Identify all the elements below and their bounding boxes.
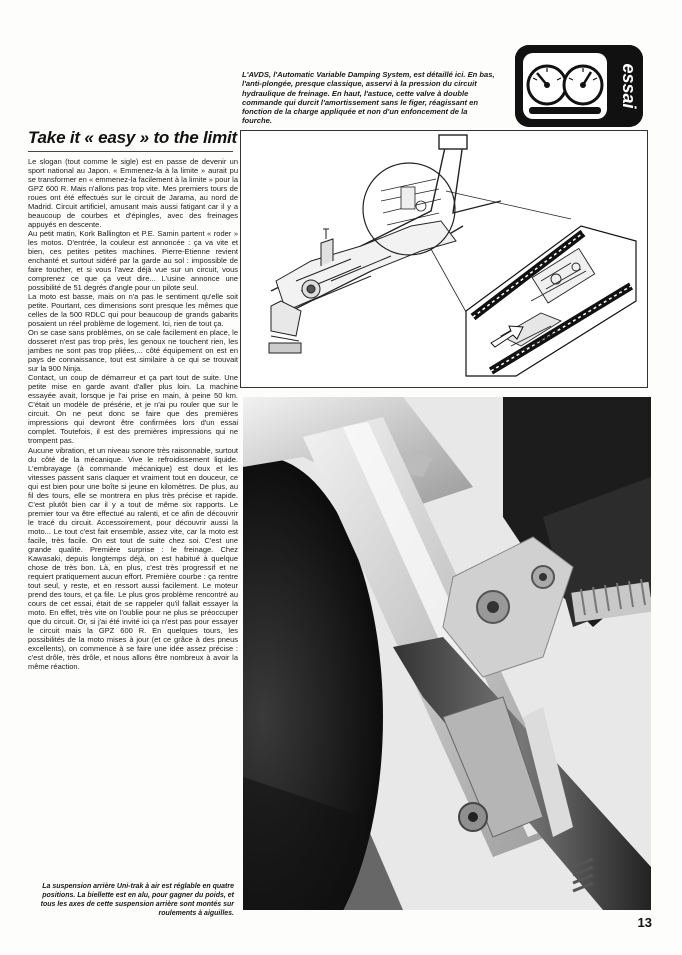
rear-suspension-photo <box>243 397 651 910</box>
article-title: Take it « easy » to the limit <box>28 128 237 147</box>
paragraph: On se case sans problèmes, on se cale facilement en place, le dosseret n'est pas trop près, les genoux ne touchent rien, les jambes ne sont pas trop pliées,... côté équipement on est en pays de connaissance, tout est similaire à ce qui se trouvait sur la 900 Ninja. <box>28 328 238 374</box>
title-divider <box>28 151 233 152</box>
paragraph: Aucune vibration, et un niveau sonore très raisonnable, surtout du côté de la mécanique. Vive le refroidissement liquide. L'embrayage (à commande mécanique) est doux et les vitesses passent sans claquer et vraiment tout en douceur, ce qui est bien pour une boîte si jeune en kilomètres. De plus, au fil des tours, elle se montrera en plus très précise et rapide. C'est plutôt bien car il y a tout de même six rapports. Le premier tour va être effectué au ralenti, et ce afin de découvrir le tracé du circuit. Accessoirement, pour découvrir aussi la moto... Le tout c'est fait ensemble, assez vite, car la moto est facile, très facile. On est tout de suite chez soi. C'est une grande qualité. Première surprise : le freinage. Chez Kawasaki, depuis longtemps déjà, on est habitué à quelque chose de très bon. Là, en plus, c'est très progressif et ne requiert pratiquement aucun effort. Première courbe : ça rentre tout seul, y reste, et en ressort aussi facilement. Le moteur prend des tours, et ça file. Le plus gros problème rencontré au cours de cet essai, était de se rappeler qu'il fallait essayer la moto. En effet, très vite on l'oublie pour ne plus se préoccuper que du circuit. Or, si j'ai été invité ici ça n'est pas pour essayer le circuit mais la GPZ 600 R. En quelques tours, les possibilités de la moto mises à jour (et ce grâce à des pneus excellents), on commence à se faire une idée assez précise : c'est drôle, très drôle, et nous allons être nombreux à avoir la même réaction. <box>28 445 238 671</box>
paragraph: Au petit matin, Kork Ballington et P.E. Samin partent « roder » les motos. D'entrée, la couleur est annoncée : ça va vite et bien, ces petites petites machines. Pierre-Etienne revient enchanté et surtout sidéré par la garde au sol : impossible de faire toucher, et si vous l'avez déjà vue sur un circuit, vous comprenez ce que ça veut dire... L'usine annonce une possibilité de 51 degrés d'angle pour un pilote seul. <box>28 229 238 293</box>
essai-logo <box>515 45 643 127</box>
paragraph: La moto est basse, mais on n'a pas le sentiment qu'elle soit petite. Pourtant, ces dimensions sont presque les mêmes que celles de la 500 RDLC qui pour beaucoup de grands gabarits posaient un réel problème de logement. Ici, rien de tout ça. <box>28 292 238 329</box>
paragraph: Le slogan (tout comme le sigle) est en passe de devenir un sport national au Japon. « Emmenez-la à la limite » aurait pu se transformer en « emmenez-la facilement à la limite » pour la GPZ 600 R. Mais n'allons pas trop vite. Mes premiers tours de roues ont été effectués sur le circuit de Jarama, au nord de Madrid. Circuit artificiel, amusant mais aussi fatigant car il y a beaucoup de courbes et d'épingles, avec des freinages appuyés en descente. <box>28 157 238 230</box>
fork-cutaway-illustration <box>241 131 647 387</box>
gauge-cluster-icon <box>515 45 643 127</box>
diagram-caption <box>242 70 497 126</box>
diagram-caption-text: L'AVDS, l'Automatic Variable Damping System, est détaillé ici. En bas, l'anti-plongée, presque classique, asservi à la pression du circuit hydraulique de freinage. En haut, l'astuce, cette valve à double commande qui durcit l'amortissement sans le figer, réagissant en fonction de la charge appliquée et non d'un enfoncement de la fourche. <box>242 70 495 126</box>
swingarm-photo-illustration <box>243 397 651 910</box>
article-body <box>28 157 238 671</box>
avds-diagram <box>240 130 648 388</box>
essai-logo-text: essai <box>619 63 639 109</box>
page-number: 13 <box>637 915 652 930</box>
photo-caption <box>28 882 234 918</box>
paragraph: Contact, un coup de démarreur et ça part tout de suite. Une petite mise en garde avant d'aller plus loin. La machine essayée avait, lorsque je l'ai prise en main, à peine 50 km. C'était un modèle de présérie, et je n'ai pu rouler que sur le circuit. On ne peut donc se faire que des premières impressions qui devront être confirmées lors d'un essai complet. Toutefois, il est des premières impressions qui ne trompent pas. <box>28 373 238 446</box>
photo-caption-text: La suspension arrière Uni-trak à air est réglable en quatre positions. La biellette est en alu, pour gagner du poids, et tous les axes de cette suspension arrière sont montés sur roulements à aiguilles. <box>40 883 234 917</box>
